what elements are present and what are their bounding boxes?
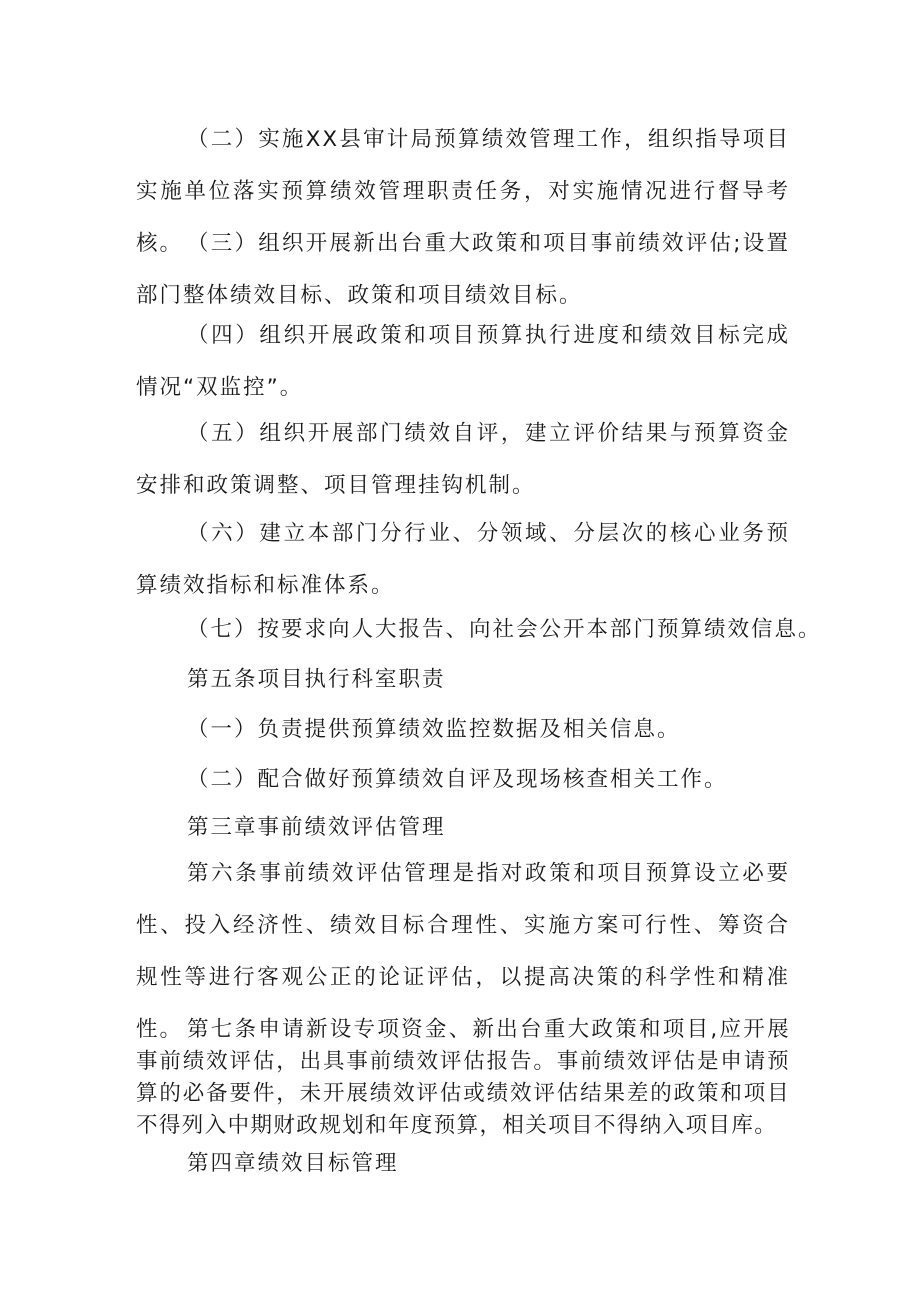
duty-item-2: （二）配合做好预算绩效自评及现场核查相关工作。 [187, 767, 728, 792]
article-5-heading: 第五条项目执行科室职责 [187, 667, 446, 692]
paragraph-item-5: （五）组织开展部门绩效自评，建立评价结果与预算资金安排和政策调整、项目管理挂钩机制。 [136, 421, 790, 498]
chapter-4-heading: 第四章绩效目标管理 [187, 1151, 399, 1176]
chapter-3-heading: 第三章事前绩效评估管理 [187, 815, 446, 840]
duty-item-1: （一）负责提供预算绩效监控数据及相关信息。 [187, 717, 681, 742]
article-7-paragraph: 第七条申请新设专项资金、新出台重大政策和项目,应开展事前绩效评估，出具事前绩效评估报告。事前绩效评估是申请预算的必备要件，未开展绩效评估或绩效评估结果差的政策和项目不得列入中期财政规划和年度预算，相关项目不得纳入项目库。 [136, 1017, 790, 1138]
paragraph-item-6: （六）建立本部门分行业、分领域、分层次的核心业务预算绩效指标和标准体系。 [136, 521, 790, 598]
paragraph-item-3: （三）组织开展新出台重大政策和项目事前绩效评估;设置部门整体绩效目标、政策和项目绩效目标。 [136, 231, 790, 308]
paragraph-item-4: （四）组织开展政策和项目预算执行进度和绩效目标完成情况“双监控”。 [136, 323, 790, 400]
article-6-paragraph: 第六条事前绩效评估管理是指对政策和项目预算设立必要性、投入经济性、绩效目标合理性、实施方案可行性、筹资合规性等进行客观公正的论证评估，以提高决策的科学性和精准性。 [136, 861, 790, 1042]
paragraph-item-2: （二）实施XX县审计局预算绩效管理工作，组织指导项目实施单位落实预算绩效管理职责任务，对实施情况进行督导考核。 [136, 127, 790, 256]
paragraph-item-7: （七）按要求向人大报告、向社会公开本部门预算绩效信息。 [187, 617, 822, 642]
